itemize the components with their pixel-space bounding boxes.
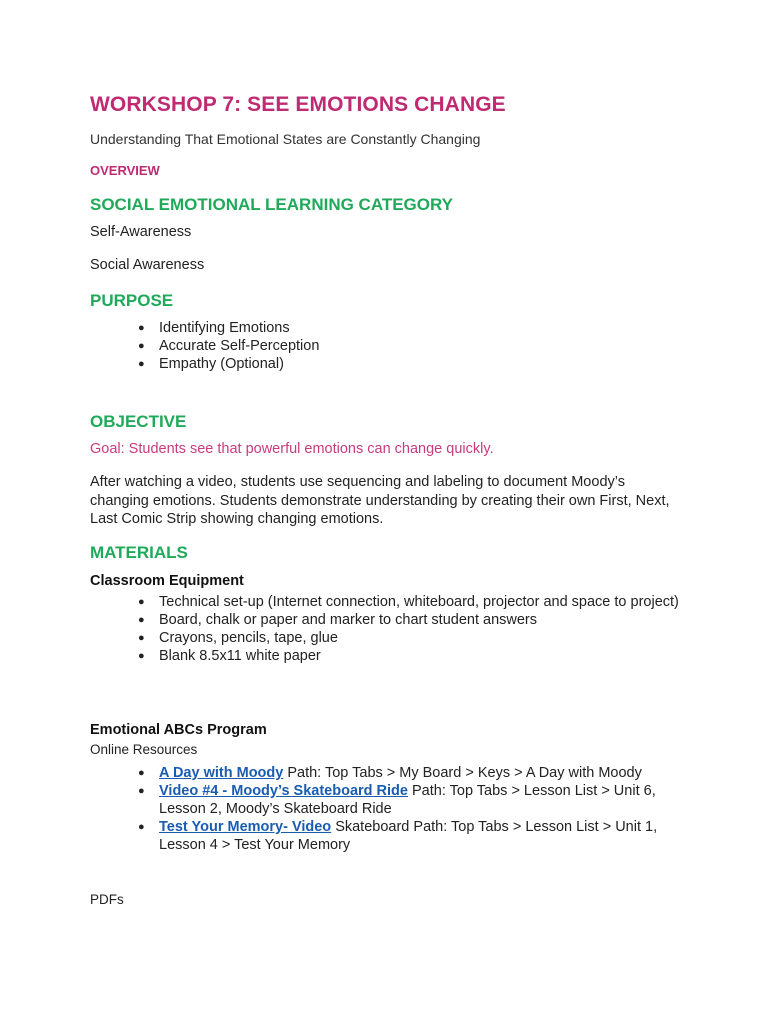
purpose-heading: PURPOSE	[90, 291, 174, 310]
page-subtitle: Understanding That Emotional States are Constantly Changing	[90, 131, 481, 147]
page-title: WORKSHOP 7: SEE EMOTIONS CHANGE	[90, 93, 506, 116]
bullet-icon: ●	[138, 322, 145, 334]
equipment-list	[0, 593, 679, 665]
objective-heading: OBJECTIVE	[90, 412, 187, 431]
bullet-icon: ●	[138, 632, 145, 644]
bullet-icon: ●	[138, 596, 145, 608]
list-item: ● Test Your Memory- Video Skateboard Path: Top Tabs > Lesson List > Unit 1, Lesson 4 > Test Your Memory	[138, 819, 658, 853]
bullet-icon: ●	[138, 614, 145, 626]
link-a-day-with-moody[interactable]: A Day with Moody	[159, 765, 284, 781]
bullet-icon: ●	[138, 821, 145, 833]
list-item: ● Identifying Emotions	[138, 320, 290, 336]
materials-heading: MATERIALS	[90, 543, 188, 562]
link-video-4-skateboard-ride[interactable]: Video #4 - Moody’s Skateboard Ride	[159, 783, 408, 799]
list-item: ● A Day with Moody Path: Top Tabs > My Board > Keys > A Day with Moody	[138, 765, 642, 781]
objective-paragraph: After watching a video, students use sequencing and labeling to document Moody’s changing emotions. Students demonstrate understanding by creating their own First, Next, Last Comic Strip showing changing emotions.	[90, 474, 670, 527]
bullet-icon: ●	[138, 650, 145, 662]
online-resources-label: Online Resources	[90, 742, 198, 757]
sel-category-heading: SOCIAL EMOTIONAL LEARNING CATEGORY	[90, 195, 453, 214]
list-item: ● Technical set-up (Internet connection, whiteboard, projector and space to project)	[138, 594, 679, 610]
overview-label: OVERVIEW	[90, 163, 160, 178]
pdfs-label: PDFs	[90, 892, 124, 907]
bullet-icon: ●	[138, 340, 145, 352]
bullet-icon: ●	[138, 358, 145, 370]
sel-item-self-awareness: Self-Awareness	[90, 224, 192, 240]
list-item: ● Board, chalk or paper and marker to chart student answers	[138, 612, 537, 628]
bullet-icon: ●	[138, 785, 145, 797]
list-item: ● Accurate Self-Perception	[138, 338, 320, 354]
list-item: ● Empathy (Optional)	[138, 356, 284, 372]
sel-item-social-awareness: Social Awareness	[90, 257, 205, 273]
link-test-your-memory-video[interactable]: Test Your Memory- Video	[159, 819, 332, 835]
list-item: ● Blank 8.5x11 white paper	[138, 648, 321, 664]
objective-goal: Goal: Students see that powerful emotions can change quickly.	[90, 441, 494, 457]
resources-list	[0, 764, 679, 854]
purpose-list	[0, 319, 679, 373]
program-heading: Emotional ABCs Program	[90, 722, 267, 738]
list-item: ● Crayons, pencils, tape, glue	[138, 630, 338, 646]
classroom-equipment-heading: Classroom Equipment	[90, 573, 244, 589]
list-item: ● Video #4 - Moody’s Skateboard Ride Path: Top Tabs > Lesson List > Unit 6, Lesson 2, Moody’s Skateboard Ride	[138, 783, 656, 817]
bullet-icon: ●	[138, 767, 145, 779]
